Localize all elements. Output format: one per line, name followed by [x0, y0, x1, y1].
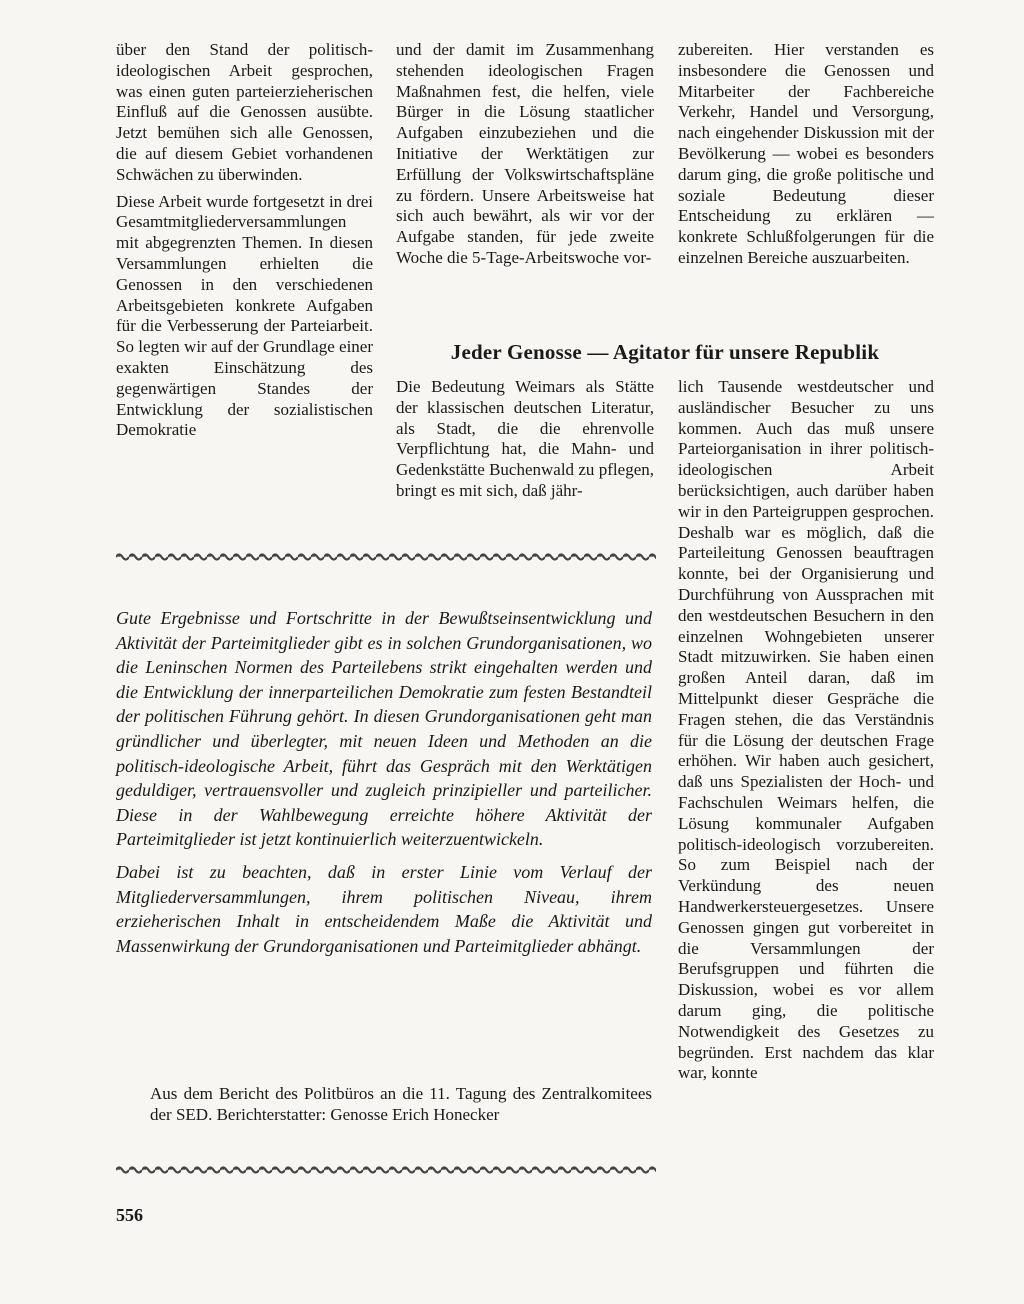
col3b-paragraph-1: lich Tausende westdeutscher und ausländischer Besucher zu uns kommen. Auch das muß unsere Parteiorganisation in ihrer politisch-ideologischen Arbeit berücksichtigen, auch darüber haben wir in den Parteigruppen gesprochen. Deshalb war es möglich, daß die Parteileitung Genossen beauftragen konnte, bei der Organisierung und Durchführung von Aussprachen mit den westdeutschen Besuchern in den einzelnen Wohngebieten unserer Stadt mitzuwirken. Sie haben einen großen Anteil daran, daß im Mittelpunkt dieser Gespräche die Fragen stehen, die das Verständnis für die Lösung der deutschen Frage erhöhen. Wir haben auch gesichert, daß uns Spezialisten der Hoch- und Fachschulen Weimars helfen, die Lösung kommunaler Aufgaben politisch-ideologisch vorzubereiten. So zum Beispiel nach der Verkündung des neuen Handwerkersteuergesetzes. Unsere Genossen gingen gut vorbereitet in die Versammlungen der Berufsgruppen und führten die Diskussion, wobei es vor allem darum ging, die politische Notwendigkeit des Gesetzes zu begründen. Erst nachdem das klar war, konnte: [678, 377, 934, 1083]
col1-paragraph-1: über den Stand der politisch-ideologischen Arbeit gesprochen, was einen guten parteierzieherischen Einfluß auf die Genossen ausübte. Jetzt bemühen sich alle Genossen, die auf diesem Gebiet vorhandenen Schwächen zu überwinden.: [116, 40, 373, 184]
column-1: [116, 40, 373, 447]
column-3: [678, 40, 934, 275]
quote-block: [116, 606, 652, 966]
section-heading: Jeder Genosse — Agitator für unsere Republik: [450, 340, 880, 364]
col2-paragraph-1: und der damit im Zusammenhang stehenden ideologischen Fragen Maßnahmen fest, die helfen, viele Bürger in die Lösung staatlicher Aufgaben einzubeziehen und die Initiative der Werktätigen zur Erfüllung der Volkswirtschaftspläne zu fördern. Unsere Arbeitsweise hat sich auch bewährt, als wir vor der Aufgabe standen, für jede zweite Woche die 5-Tage-Arbeitswoche vor-: [396, 40, 654, 267]
quote-paragraph-1: Gute Ergebnisse und Fortschritte in der Bewußtseinsentwicklung und Aktivität der Parteimitglieder gibt es in solchen Grundorganisationen, wo die Leninschen Normen des Parteilebens strikt eingehalten werden und die Entwicklung der innerparteilichen Demokratie zum festen Bestandteil der politischen Führung gehört. In diesen Grundorganisationen geht man gründlicher und überlegter, mit neuen Ideen und Methoden an die politisch-ideologische Arbeit, führt das Gespräch mit den Werktätigen geduldiger, vertrauensvoller und zugleich prinzipieller und parteilicher. Diese in der Wahlbewegung erreichte höhere Aktivität der Parteimitglieder ist jetzt kontinuierlich weiterzuentwickeln.: [116, 608, 652, 850]
page-number: 556: [116, 1205, 143, 1225]
ornament-divider-bottom: [116, 1163, 656, 1175]
ornament-divider-top: [116, 550, 656, 562]
wave-ornament-icon: [116, 1164, 656, 1175]
column-3-lower: [678, 377, 934, 1090]
quote-source: Aus dem Bericht des Politbüros an die 11. Tagung des Zentralkomitees der SED. Berichterstatter: Genosse Erich Honecker: [150, 1084, 652, 1124]
column-2-lower: [396, 377, 654, 508]
quote-paragraph-2: Dabei ist zu beachten, daß in erster Linie vom Verlauf der Mitgliederversammlungen, ihrem politischen Niveau, ihrem erzieherischen Inhalt in entscheidendem Maße die Aktivität und Massenwirkung der Grundorganisationen und Parteimitglieder abhängt.: [116, 861, 652, 956]
column-2: [396, 40, 654, 275]
wave-ornament-icon: [116, 551, 656, 562]
col1-paragraph-2: Diese Arbeit wurde fortgesetzt in drei Gesamtmitgliederversammlungen mit abgegrenzten Themen. In diesen Versammlungen erhielten die Genossen in den verschiedenen Arbeitsgebieten konkrete Aufgaben für die Verbesserung der Parteiarbeit. So legten wir auf der Grundlage einer exakten Einschätzung des gegenwärtigen Standes der Entwicklung der sozialistischen Demokratie: [116, 191, 373, 440]
col3-paragraph-1: zubereiten. Hier verstanden es insbesondere die Genossen und Mitarbeiter der Fachbereiche Verkehr, Handel und Versorgung, nach eingehender Diskussion mit der Bevölkerung — wobei es besonders darum ging, die große politische und soziale Bedeutung dieser Entscheidung zu erklären — konkrete Schlußfolgerungen für die einzelnen Bereiche auszuarbeiten.: [678, 40, 934, 267]
col2b-paragraph-1: Die Bedeutung Weimars als Stätte der klassischen deutschen Literatur, als Stadt, die die ehrenvolle Verpflichtung hat, die Mahn- und Gedenkstätte Buchenwald zu pflegen, bringt es mit sich, daß jähr-: [396, 377, 654, 500]
